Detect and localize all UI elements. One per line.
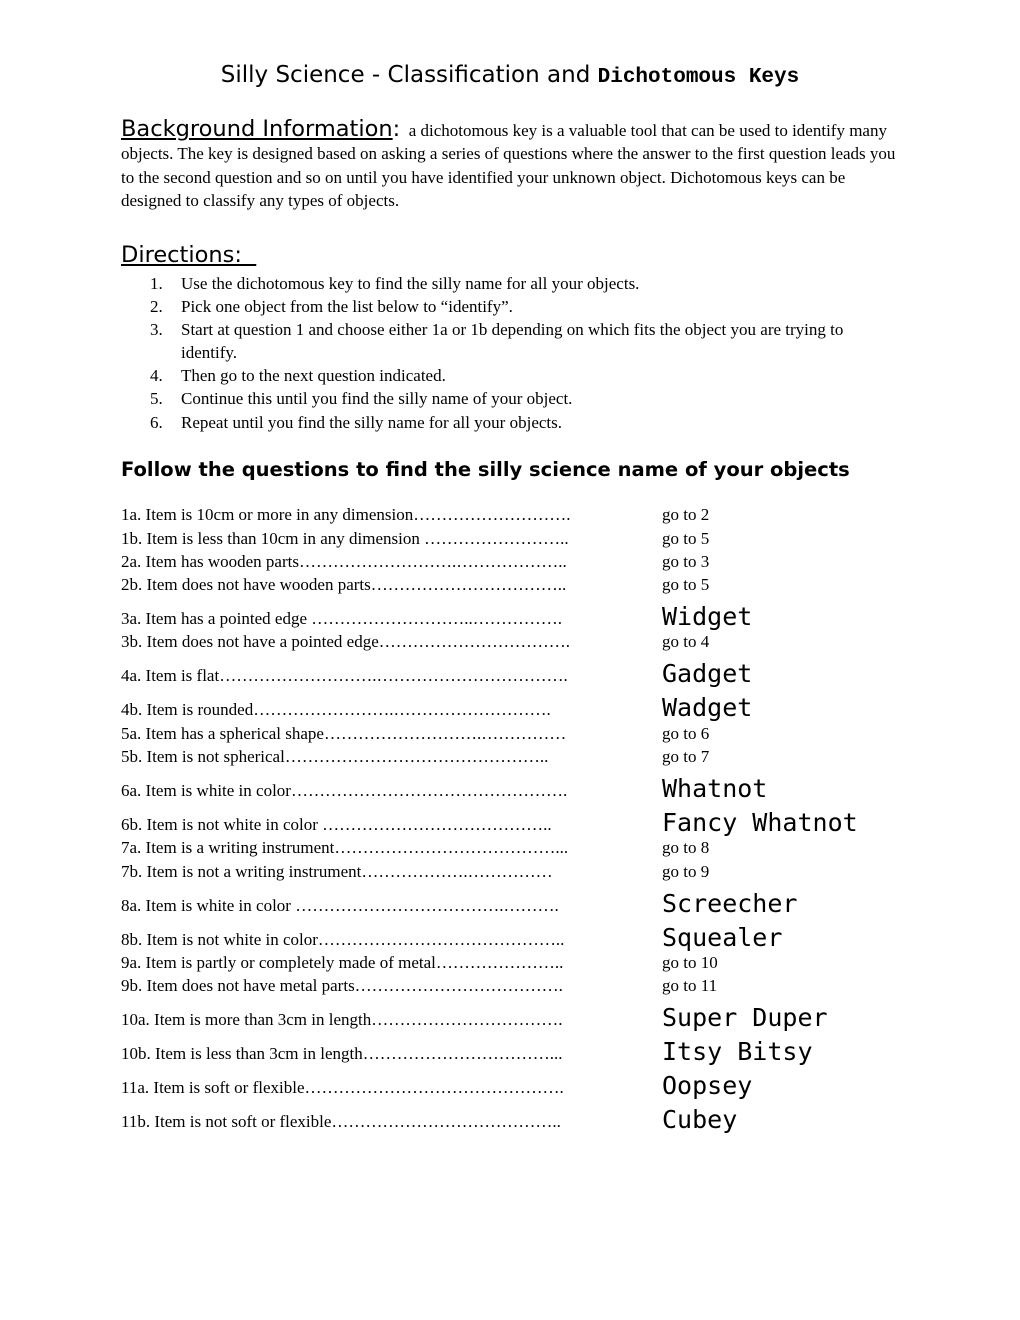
key-row (121, 505, 941, 528)
key-question: 4b. Item is rounded…………………….………………………. (121, 700, 551, 720)
key-row (121, 770, 941, 804)
key-answer: go to 4 (662, 632, 710, 652)
background-colon: : (392, 116, 401, 142)
key-question: 4a. Item is flat……………………….……………………………. (121, 666, 568, 686)
key-row (121, 689, 941, 723)
key-row (121, 1067, 941, 1101)
key-silly-name: Squealer (662, 922, 783, 952)
key-silly-name: Whatnot (662, 774, 768, 804)
key-row (121, 919, 941, 953)
background-heading: Background Information (121, 116, 393, 142)
key-row (121, 838, 941, 861)
key-silly-name: Itsy Bitsy (662, 1037, 813, 1067)
key-silly-name: Super Duper (662, 1003, 828, 1033)
key-question: 7b. Item is not a writing instrument……………….…………… (121, 861, 553, 881)
key-row (121, 999, 941, 1033)
directions-item (150, 411, 900, 434)
directions-item-text: Continue this until you find the silly name of your object. (181, 389, 573, 409)
key-row (121, 1101, 941, 1135)
key-row (121, 528, 941, 551)
key-answer: go to 10 (662, 952, 718, 972)
directions-item-number: 2. (150, 297, 163, 317)
page-title (0, 62, 1020, 89)
key-row (121, 723, 941, 746)
key-answer: go to 6 (662, 723, 710, 743)
directions-item-text: Start at question 1 and choose either 1a or 1b depending on which fits the object you are trying to identify. (181, 320, 844, 363)
title-main: Silly Science - Classification and (220, 62, 598, 88)
directions-item-number: 4. (150, 366, 163, 386)
key-answer: go to 11 (662, 976, 718, 996)
key-silly-name: Screecher (662, 888, 798, 918)
background-text: a dichotomous key is a valuable tool that can be used to identify many objects. The key is designed based on asking a series of questions where the answer to the first question leads you to the second question and so on until you have identified your unknown object. Dichotomous keys can be designed to classify any types of objects. (121, 121, 896, 211)
directions-item-number: 1. (150, 274, 163, 293)
directions-item-number: 5. (150, 389, 163, 409)
key-row (121, 598, 941, 632)
key-row (121, 804, 941, 838)
key-row (121, 976, 941, 999)
directions-item (150, 387, 900, 410)
key-question: 6a. Item is white in color…………………………………………. (121, 781, 568, 801)
key-question: 8b. Item is not white in color…………………………………….. (121, 929, 565, 949)
key-row (121, 655, 941, 689)
directions-item (150, 318, 900, 364)
key-row (121, 747, 941, 770)
directions-item (150, 295, 900, 318)
directions-heading: Directions: (121, 242, 257, 268)
key-question: 3a. Item has a pointed edge ………………………..……………. (121, 609, 562, 629)
directions-list (150, 272, 900, 434)
key-question: 11a. Item is soft or flexible………………………………………. (121, 1078, 564, 1098)
directions-item-number: 3. (150, 320, 163, 340)
key-question: 2a. Item has wooden parts……………………….……………….. (121, 551, 567, 571)
key-answer: go to 9 (662, 861, 710, 881)
key-answer: go to 7 (662, 747, 710, 767)
directions-item (150, 272, 900, 295)
directions-item-number: 6. (150, 412, 163, 432)
follow-heading: Follow the questions to find the silly science name of your objects (121, 458, 850, 481)
key-question: 7a. Item is a writing instrument…………………………………... (121, 838, 569, 858)
key-question: 9a. Item is partly or completely made of metal………………….. (121, 952, 564, 972)
key-answer: go to 5 (662, 575, 710, 595)
directions-item-text: Then go to the next question indicated. (181, 366, 446, 386)
key-row (121, 953, 941, 976)
key-row (121, 885, 941, 919)
key-question: 1b. Item is less than 10cm in any dimension …………………….. (121, 528, 569, 548)
key-silly-name: Cubey (662, 1105, 738, 1135)
key-row (121, 861, 941, 884)
background-section (121, 118, 901, 213)
key-question: 10a. Item is more than 3cm in length……………………………. (121, 1010, 563, 1030)
key-row (121, 575, 941, 598)
key-answer: go to 8 (662, 838, 710, 858)
directions-item (150, 364, 900, 387)
key-silly-name: Widget (662, 602, 753, 632)
dichotomous-key (121, 505, 941, 1135)
key-row (121, 632, 941, 655)
key-question: 8a. Item is white in color ……………………………….………. (121, 895, 559, 915)
key-question: 5a. Item has a spherical shape……………………….…………… (121, 723, 567, 743)
directions-item-text: Pick one object from the list below to “identify”. (181, 297, 513, 317)
key-silly-name: Wadget (662, 693, 753, 723)
directions-item-text: Repeat until you find the silly name for all your objects. (181, 412, 562, 432)
key-question: 9b. Item does not have metal parts………………………………. (121, 976, 563, 996)
key-silly-name: Gadget (662, 659, 753, 689)
key-question: 11b. Item is not soft or flexible………………………………….. (121, 1112, 561, 1132)
key-question: 5b. Item is not spherical……………………………………….. (121, 747, 549, 767)
key-question: 3b. Item does not have a pointed edge……………………………. (121, 632, 571, 652)
key-answer: go to 5 (662, 528, 710, 548)
key-question: 6b. Item is not white in color ………………………………….. (121, 815, 552, 835)
key-answer: go to 3 (662, 551, 710, 571)
directions-item-text: Use the dichotomous key to find the silly name for all your objects. (181, 274, 640, 293)
key-question: 10b. Item is less than 3cm in length……………………………... (121, 1044, 563, 1064)
key-question: 1a. Item is 10cm or more in any dimension………………………. (121, 505, 571, 525)
key-row (121, 1033, 941, 1067)
key-silly-name: Fancy Whatnot (662, 808, 858, 838)
title-mono: Dichotomous Keys (597, 66, 800, 89)
key-silly-name: Oopsey (662, 1071, 753, 1101)
key-answer: go to 2 (662, 505, 710, 525)
key-question: 2b. Item does not have wooden parts…………………………….. (121, 575, 567, 595)
key-row (121, 552, 941, 575)
